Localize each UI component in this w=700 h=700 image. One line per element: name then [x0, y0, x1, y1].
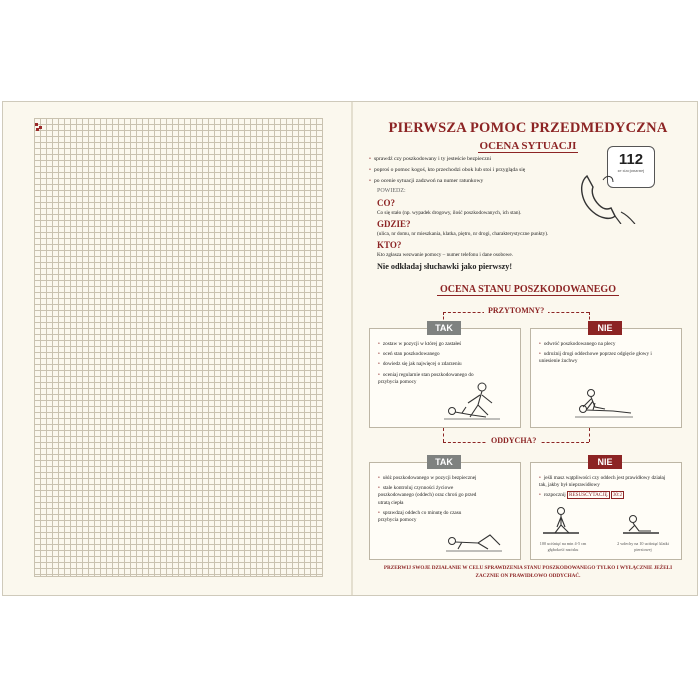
divider	[443, 428, 444, 442]
list-item: • zostaw w pozycji w której go zastałeś	[378, 341, 488, 348]
emergency-number-sub: ze stacjonarnej	[617, 168, 645, 173]
conscious-question: PRZYTOMNY?	[484, 306, 548, 315]
question-where-text: (ulica, nr domu, nr mieszkania, klatka, piętro, nr drogi, charakterystyczne punkty).	[377, 231, 549, 237]
breathing-question: ODDYCHA?	[487, 436, 540, 445]
card-list	[378, 475, 482, 527]
question-where: GDZIE?	[377, 219, 411, 229]
notebook-spread	[2, 101, 698, 596]
card-conscious-yes	[369, 323, 521, 428]
list-item: • jeśli masz wątpliwości czy oddech jest prawidłowy działaj tak, jakby był nieprawidłowy	[539, 475, 673, 489]
list-item: • dowiedz się jak najwięcej o zdarzeniu	[378, 361, 488, 368]
resuscitation-ratio: 30:2	[612, 492, 623, 499]
card-list	[539, 475, 673, 503]
grid-paper-page	[34, 118, 323, 577]
list-item: • udrożnij drogi oddechowe poprzez odgięcie głowy i uniesienie żuchwy	[539, 351, 659, 365]
list-item: • sprawdź czy poszkodowany i ty jesteście bezpieczni	[369, 154, 609, 165]
list-item: • oceń stan poszkodowanego	[378, 351, 488, 358]
list-item: • rozpocznij RESUSCYTACJĘ 30:2	[539, 492, 673, 499]
phone-handset-icon	[577, 172, 637, 224]
badge-no: NIE	[588, 455, 622, 469]
emergency-number: 112	[618, 151, 644, 168]
section-victim-title: OCENA STANU POSZKODOWANEGO	[363, 284, 693, 295]
card-breathing-no	[530, 457, 682, 560]
list-item: • oceniaj regularnie stan poszkodowanego do przybycia pomocy	[378, 372, 488, 386]
recovery-position-icon	[444, 523, 504, 555]
caption-compressions: 100 uciśnięć na min 4-5 cm głębokość nacisku	[539, 541, 587, 552]
situation-list	[369, 154, 609, 187]
footer-note: PRZERWIJ SWOJE DZIAŁANIE W CELU SPRAWDZENIA STANU POSZKODOWANEGO TYLKO I WYŁĄCZNIE JEŻELI ZACZNIE ON PRAWIDŁOWO ODDYCHAĆ.	[383, 565, 673, 579]
page-title: PIERWSZA POMOC PRZEDMEDYCZNA	[388, 120, 668, 136]
airway-opening-icon	[573, 387, 635, 421]
caption-breaths: 2 wdechy na 10 uciśnięć klatki piersiowej	[617, 541, 669, 552]
question-who-text: Kto zgłasza wezwanie pomocy – numer telefonu i dane osobowe.	[377, 252, 513, 258]
say-label: POWIEDZ:	[377, 188, 406, 194]
list-item: • ułóż poszkodowanego w pozycji bezpiecznej	[378, 475, 482, 482]
badge-yes: TAK	[427, 455, 461, 469]
question-what-text: Co się stało (np. wypadek drogowy, ilość poszkodowanych, ich stan).	[377, 210, 522, 216]
card-list	[539, 341, 659, 369]
chest-compression-icon	[541, 507, 581, 537]
dont-hang-up-note: Nie odkładaj słuchawki jako pierwszy!	[377, 262, 513, 271]
page-fold	[351, 102, 353, 595]
question-who: KTO?	[377, 240, 402, 250]
card-breathing-yes	[369, 457, 521, 560]
badge-no: NIE	[588, 321, 622, 335]
list-item: • sprawdzaj oddech co minutę do czasu przybycia pomocy	[378, 510, 482, 524]
rescue-breath-icon	[621, 513, 661, 537]
section-situation-title: OCENA SYTUACJI	[479, 140, 577, 152]
badge-yes: TAK	[427, 321, 461, 335]
corner-mark-icon	[35, 123, 43, 131]
list-item: • po ocenie sytuacji zadzwoń na numer ratunkowy	[369, 176, 609, 187]
divider	[589, 428, 590, 442]
list-item: • poproś o pomoc kogoś, kto przechodzi obok lub stoi i przygląda się	[369, 165, 609, 176]
question-what: CO?	[377, 198, 395, 208]
card-conscious-no	[530, 323, 682, 428]
resuscitation-badge: RESUSCYTACJĘ	[569, 492, 608, 499]
list-item: • odwróć poszkodowanego na plecy	[539, 341, 659, 348]
kneeling-helper-icon	[442, 381, 502, 423]
list-item: • stale kontroluj czynności życiowe poszkodowanego (oddech) oraz chroń go przed utratą ciepła	[378, 485, 482, 507]
